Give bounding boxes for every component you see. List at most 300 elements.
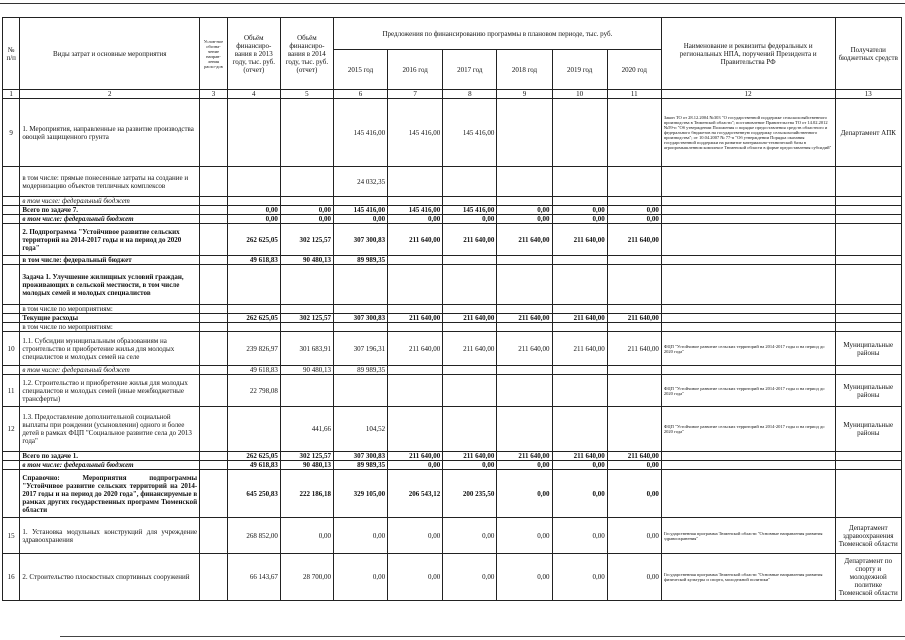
row-name: в том числе по мероприятиям: [20, 305, 200, 314]
row-year-value: 145 416,00 [388, 206, 443, 215]
row-year-value [388, 366, 443, 375]
row-recipient [835, 197, 902, 206]
row-number: 9 [3, 99, 20, 167]
row-year-value [443, 256, 497, 265]
row-vol-2013: 0,00 [227, 215, 280, 224]
row-year-value [607, 366, 661, 375]
column-number: 13 [835, 90, 902, 99]
column-number: 7 [388, 90, 443, 99]
row-number: 12 [3, 407, 20, 452]
row-year-value [607, 407, 661, 452]
row-year-value [497, 197, 552, 206]
row-vol-2013: 262 625,05 [227, 452, 280, 461]
table-row [3, 518, 902, 554]
row-conditional [200, 305, 228, 314]
row-npa [661, 167, 835, 197]
row-year-value [552, 375, 607, 407]
row-year-value [443, 167, 497, 197]
row-vol-2013: 262 625,05 [227, 224, 280, 256]
row-vol-2013: 22 798,08 [227, 375, 280, 407]
row-year-value: 0,00 [333, 518, 387, 554]
row-conditional [200, 167, 228, 197]
row-year-value: 89 989,35 [333, 461, 387, 470]
row-number: 11 [3, 375, 20, 407]
row-year-value: 0,00 [497, 554, 552, 601]
row-number [3, 470, 20, 518]
row-year-value: 211 640,00 [388, 224, 443, 256]
header-year: 2015 год [333, 50, 387, 90]
table-row [3, 206, 902, 215]
row-name: 1.1. Субсидии муниципальным образованиям на строительство и приобретение жилья для молодых специалистов и молодых семей на селе [20, 332, 200, 366]
header-num: № п/п [3, 18, 20, 90]
row-conditional [200, 224, 228, 256]
row-year-value [552, 167, 607, 197]
row-recipient [835, 470, 902, 518]
row-name: 1.3. Предоставление дополнительной социальной выплаты при рождении (усыновлении) одного и более детей в рамках ФЦП "Социальное развитие села до 2013 года" [20, 407, 200, 452]
row-vol-2013 [227, 167, 280, 197]
row-name: 1.2. Строительство и приобретение жилья для молодых специалистов и молодых семей (иные межбюджетные трансферты) [20, 375, 200, 407]
table-row [3, 265, 902, 305]
table-row [3, 470, 902, 518]
row-year-value [607, 197, 661, 206]
row-vol-2013 [227, 305, 280, 314]
row-name: Всего по задаче 1. [20, 452, 200, 461]
row-recipient [835, 265, 902, 305]
row-recipient [835, 167, 902, 197]
row-vol-2013: 49 618,83 [227, 461, 280, 470]
row-name: в том числе по мероприятиям: [20, 323, 200, 332]
table-row [3, 375, 902, 407]
row-year-value [497, 167, 552, 197]
row-year-value [388, 197, 443, 206]
table-row [3, 256, 902, 265]
header-vol-2013: Объём финансиро-вания в 2013 году, тыс. руб. (отчет) [227, 18, 280, 90]
row-year-value: 211 640,00 [443, 224, 497, 256]
row-conditional [200, 452, 228, 461]
row-vol-2013 [227, 407, 280, 452]
row-number [3, 305, 20, 314]
row-year-value [443, 366, 497, 375]
row-conditional [200, 265, 228, 305]
row-vol-2013 [227, 197, 280, 206]
row-year-value: 211 640,00 [552, 314, 607, 323]
row-npa [661, 470, 835, 518]
row-year-value: 0,00 [607, 554, 661, 601]
row-year-value: 145 416,00 [388, 99, 443, 167]
row-recipient [835, 215, 902, 224]
row-npa [661, 452, 835, 461]
row-number [3, 452, 20, 461]
row-year-value [333, 265, 387, 305]
column-number: 5 [280, 90, 333, 99]
row-conditional [200, 366, 228, 375]
row-vol-2014: 90 480,13 [280, 461, 333, 470]
row-year-value: 0,00 [607, 461, 661, 470]
row-vol-2013: 262 625,05 [227, 314, 280, 323]
row-npa: ФЦП "Устойчивое развитие сельских территорий на 2014-2017 годы и на период до 2020 года" [661, 375, 835, 407]
row-npa [661, 256, 835, 265]
row-year-value [388, 407, 443, 452]
row-year-value: 0,00 [443, 554, 497, 601]
row-year-value [443, 323, 497, 332]
row-year-value: 0,00 [607, 518, 661, 554]
row-vol-2014 [280, 197, 333, 206]
row-vol-2014: 0,00 [280, 518, 333, 554]
row-recipient [835, 256, 902, 265]
table-row [3, 224, 902, 256]
row-year-value: 211 640,00 [552, 224, 607, 256]
row-year-value: 104,52 [333, 407, 387, 452]
row-year-value: 89 989,35 [333, 366, 387, 375]
row-npa [661, 314, 835, 323]
row-year-value: 211 640,00 [497, 452, 552, 461]
row-npa [661, 461, 835, 470]
row-year-value: 0,00 [333, 554, 387, 601]
row-year-value: 0,00 [333, 215, 387, 224]
row-recipient: Департамент здравоохранения Тюменской области [835, 518, 902, 554]
row-npa [661, 265, 835, 305]
row-year-value: 211 640,00 [443, 332, 497, 366]
row-vol-2014: 441,66 [280, 407, 333, 452]
row-year-value [552, 305, 607, 314]
table-body [3, 99, 902, 601]
row-npa: ФЦП "Устойчивое развитие сельских территорий на 2014-2017 годы и на период до 2020 года" [661, 407, 835, 452]
row-npa [661, 366, 835, 375]
row-year-value: 145 416,00 [443, 206, 497, 215]
header-year: 2017 год [443, 50, 497, 90]
row-year-value: 0,00 [497, 470, 552, 518]
row-number [3, 314, 20, 323]
row-number [3, 224, 20, 256]
row-vol-2014 [280, 375, 333, 407]
row-npa: ФЦП "Устойчивое развитие сельских территорий на 2014-2017 годы и на период до 2020 года" [661, 332, 835, 366]
row-year-value [552, 197, 607, 206]
row-name: 2. Подпрограмма "Устойчивое развитие сельских территорий на 2014-2017 годы и на период до 2020 года" [20, 224, 200, 256]
column-number: 2 [20, 90, 200, 99]
row-npa [661, 197, 835, 206]
column-number: 12 [661, 90, 835, 99]
row-number [3, 256, 20, 265]
row-year-value [607, 265, 661, 305]
row-year-value: 307 300,83 [333, 452, 387, 461]
row-npa [661, 206, 835, 215]
row-year-value [333, 375, 387, 407]
row-name: Текущие расходы [20, 314, 200, 323]
column-number: 11 [607, 90, 661, 99]
row-year-value [388, 167, 443, 197]
header-proposals: Предложения по финансированию программы в плановом периоде, тыс. руб. [333, 18, 661, 50]
row-name: в том числе: федеральный бюджет [20, 461, 200, 470]
row-vol-2013 [227, 265, 280, 305]
row-vol-2014 [280, 167, 333, 197]
row-year-value [497, 256, 552, 265]
row-year-value: 145 416,00 [333, 99, 387, 167]
row-name: 1. Установка модульных конструкций для учреждение здравоохранения [20, 518, 200, 554]
row-name: в том числе: федеральный бюджет [20, 256, 200, 265]
row-vol-2014: 222 186,18 [280, 470, 333, 518]
row-year-value: 0,00 [497, 206, 552, 215]
row-npa: Закон ТО от 28.12.2004 №303 "О государственной поддержке сельскохозяйственного производства в Тюменской области"; постановление Правительства ТО от 14.02.2012 №59-п "Об утверждении Положения о порядке предоставления средств областного и федерального бюджетов на государственную поддержку сельскохозяйственного производства"; от 10.04.2007 № 77-п "Об утверждении Порядка оказания государственной поддержки на развитие материально-технической базы в агропромышленном комплексе Тюменской области в форме предоставления субсидий" [661, 99, 835, 167]
row-conditional [200, 332, 228, 366]
row-year-value: 0,00 [607, 470, 661, 518]
table-row [3, 332, 902, 366]
row-year-value: 211 640,00 [497, 314, 552, 323]
row-year-value: 0,00 [497, 518, 552, 554]
row-year-value [388, 265, 443, 305]
column-number: 3 [200, 90, 228, 99]
row-year-value: 0,00 [552, 461, 607, 470]
row-conditional [200, 407, 228, 452]
row-year-value: 0,00 [388, 461, 443, 470]
row-number [3, 206, 20, 215]
row-vol-2013: 645 250,83 [227, 470, 280, 518]
row-vol-2013 [227, 99, 280, 167]
row-year-value: 211 640,00 [607, 452, 661, 461]
row-recipient: Муниципальные районы [835, 407, 902, 452]
row-year-value: 0,00 [388, 518, 443, 554]
row-conditional [200, 554, 228, 601]
row-year-value [443, 375, 497, 407]
row-year-value [443, 407, 497, 452]
header-recipients: Получатели бюджетных средств [835, 18, 902, 90]
table-row [3, 99, 902, 167]
table-row [3, 197, 902, 206]
row-year-value: 211 640,00 [552, 452, 607, 461]
table-row [3, 452, 902, 461]
table-row [3, 215, 902, 224]
row-conditional [200, 470, 228, 518]
header-npa: Наименование и реквизиты федеральных и региональных НПА, поручений Президента и Правительства РФ [661, 18, 835, 90]
row-year-value: 211 640,00 [388, 314, 443, 323]
table-row [3, 305, 902, 314]
row-number [3, 265, 20, 305]
header-year: 2019 год [552, 50, 607, 90]
row-year-value: 0,00 [552, 470, 607, 518]
row-name: Задача 1. Улучшение жилищных условий граждан, проживающих в сельской местности, в том числе молодых семей и молодых специалистов [20, 265, 200, 305]
row-vol-2013: 49 618,83 [227, 366, 280, 375]
row-year-value: 211 640,00 [497, 332, 552, 366]
row-vol-2014: 302 125,57 [280, 224, 333, 256]
column-number: 9 [497, 90, 552, 99]
row-vol-2014 [280, 305, 333, 314]
row-vol-2014 [280, 99, 333, 167]
row-year-value [497, 407, 552, 452]
row-year-value: 200 235,50 [443, 470, 497, 518]
row-vol-2014: 302 125,57 [280, 452, 333, 461]
column-number: 4 [227, 90, 280, 99]
header-year: 2020 год [607, 50, 661, 90]
row-year-value: 211 640,00 [388, 332, 443, 366]
row-year-value: 211 640,00 [552, 332, 607, 366]
row-year-value [497, 375, 552, 407]
row-year-value: 0,00 [552, 206, 607, 215]
row-number [3, 366, 20, 375]
row-name: 1. Мероприятия, направленные на развитие производства овощей защищенного грунта [20, 99, 200, 167]
row-year-value: 24 032,35 [333, 167, 387, 197]
table-row [3, 407, 902, 452]
row-vol-2014 [280, 323, 333, 332]
table-row [3, 461, 902, 470]
row-recipient: Муниципальные районы [835, 332, 902, 366]
row-year-value [552, 256, 607, 265]
row-name: в том числе: федеральный бюджет [20, 215, 200, 224]
row-recipient [835, 206, 902, 215]
row-year-value: 0,00 [443, 461, 497, 470]
row-name: в том числе: прямые понесенные затраты на создание и модернизацию объектов тепличных комплексов [20, 167, 200, 197]
row-year-value: 0,00 [388, 554, 443, 601]
row-year-value: 211 640,00 [607, 332, 661, 366]
row-vol-2014: 90 480,13 [280, 256, 333, 265]
row-name: в том числе: федеральный бюджет [20, 366, 200, 375]
header-expense: Виды затрат и основные мероприятия [20, 18, 200, 90]
row-number: 10 [3, 332, 20, 366]
row-year-value [497, 305, 552, 314]
row-year-value [443, 265, 497, 305]
row-recipient [835, 305, 902, 314]
row-conditional [200, 215, 228, 224]
row-year-value [552, 407, 607, 452]
row-npa [661, 305, 835, 314]
row-year-value [552, 323, 607, 332]
row-vol-2014: 0,00 [280, 215, 333, 224]
row-year-value [497, 323, 552, 332]
row-year-value [552, 99, 607, 167]
row-name: Всего по задаче 7. [20, 206, 200, 215]
row-year-value [607, 323, 661, 332]
row-vol-2013: 268 852,00 [227, 518, 280, 554]
table-row [3, 314, 902, 323]
row-year-value: 0,00 [607, 215, 661, 224]
row-vol-2014: 301 683,91 [280, 332, 333, 366]
row-recipient [835, 314, 902, 323]
row-year-value: 211 640,00 [443, 452, 497, 461]
row-year-value: 0,00 [497, 461, 552, 470]
table-row [3, 366, 902, 375]
row-year-value [552, 265, 607, 305]
row-npa: Государственная программа Тюменской области "Основные направления развития здравоохранения" [661, 518, 835, 554]
header-conditional: Услов-ное обозна-чение направ-ления расхо-дов [200, 18, 228, 90]
row-vol-2013: 49 618,83 [227, 256, 280, 265]
row-number [3, 167, 20, 197]
row-vol-2014: 0,00 [280, 206, 333, 215]
row-year-value: 0,00 [443, 518, 497, 554]
row-conditional [200, 206, 228, 215]
row-year-value [333, 197, 387, 206]
row-year-value: 0,00 [497, 215, 552, 224]
table-row [3, 167, 902, 197]
row-conditional [200, 197, 228, 206]
row-year-value: 211 640,00 [388, 452, 443, 461]
row-year-value: 89 989,35 [333, 256, 387, 265]
row-conditional [200, 256, 228, 265]
column-number: 8 [443, 90, 497, 99]
row-year-value: 307 196,31 [333, 332, 387, 366]
row-year-value: 307 300,83 [333, 224, 387, 256]
row-number: 15 [3, 518, 20, 554]
row-vol-2014 [280, 265, 333, 305]
row-conditional [200, 461, 228, 470]
row-year-value [497, 99, 552, 167]
row-year-value: 0,00 [443, 215, 497, 224]
row-name: в том числе: федеральный бюджет [20, 197, 200, 206]
bottom-rule [60, 636, 905, 637]
financing-table [2, 17, 902, 601]
row-year-value [607, 256, 661, 265]
row-year-value [607, 99, 661, 167]
row-year-value: 211 640,00 [443, 314, 497, 323]
row-vol-2014: 90 480,13 [280, 366, 333, 375]
column-number: 1 [3, 90, 20, 99]
row-vol-2013 [227, 323, 280, 332]
row-year-value: 307 300,83 [333, 314, 387, 323]
row-npa [661, 224, 835, 256]
row-conditional [200, 518, 228, 554]
row-year-value [388, 305, 443, 314]
row-year-value [497, 366, 552, 375]
row-year-value: 206 543,12 [388, 470, 443, 518]
row-year-value [388, 256, 443, 265]
header-year: 2016 год [388, 50, 443, 90]
row-vol-2013: 239 826,97 [227, 332, 280, 366]
top-rule [0, 3, 905, 4]
table-row [3, 554, 902, 601]
row-name: Справочно: Мероприятия подпрограммы "Устойчивое развитие сельских территорий на 2014-2017 годы и на период до 2020 года", финансируемые в рамках других государственных программ Тюменской области [20, 470, 200, 518]
row-year-value [443, 197, 497, 206]
row-year-value: 0,00 [388, 215, 443, 224]
row-year-value: 0,00 [552, 518, 607, 554]
row-vol-2014: 302 125,57 [280, 314, 333, 323]
row-year-value [607, 167, 661, 197]
row-npa [661, 215, 835, 224]
row-year-value [388, 375, 443, 407]
row-npa: Государственная программа Тюменской области "Основные направления развития физической культуры и спорта, молодежной политики" [661, 554, 835, 601]
row-year-value: 211 640,00 [497, 224, 552, 256]
table-header [3, 18, 902, 99]
row-vol-2013: 0,00 [227, 206, 280, 215]
row-number [3, 197, 20, 206]
row-year-value [607, 305, 661, 314]
row-number: 16 [3, 554, 20, 601]
row-year-value: 211 640,00 [607, 224, 661, 256]
header-year: 2018 год [497, 50, 552, 90]
row-name: 2. Строительство плоскостных спортивных сооружений [20, 554, 200, 601]
column-number: 10 [552, 90, 607, 99]
row-conditional [200, 323, 228, 332]
row-recipient [835, 452, 902, 461]
row-year-value: 0,00 [552, 215, 607, 224]
row-conditional [200, 375, 228, 407]
row-recipient: Департамент по спорту и молодежной политике Тюменской области [835, 554, 902, 601]
row-year-value [497, 265, 552, 305]
row-year-value [607, 375, 661, 407]
row-recipient [835, 323, 902, 332]
row-year-value: 211 640,00 [607, 314, 661, 323]
row-conditional [200, 314, 228, 323]
row-year-value [388, 323, 443, 332]
row-year-value: 329 105,00 [333, 470, 387, 518]
row-number [3, 461, 20, 470]
table-row [3, 323, 902, 332]
row-number [3, 215, 20, 224]
row-year-value: 145 416,00 [333, 206, 387, 215]
row-year-value [443, 305, 497, 314]
row-conditional [200, 99, 228, 167]
row-recipient [835, 366, 902, 375]
column-number: 6 [333, 90, 387, 99]
row-year-value [552, 366, 607, 375]
row-recipient: Муниципальные районы [835, 375, 902, 407]
header-vol-2014: Объём финансиро-вания в 2014 году, тыс. руб. (отчет) [280, 18, 333, 90]
